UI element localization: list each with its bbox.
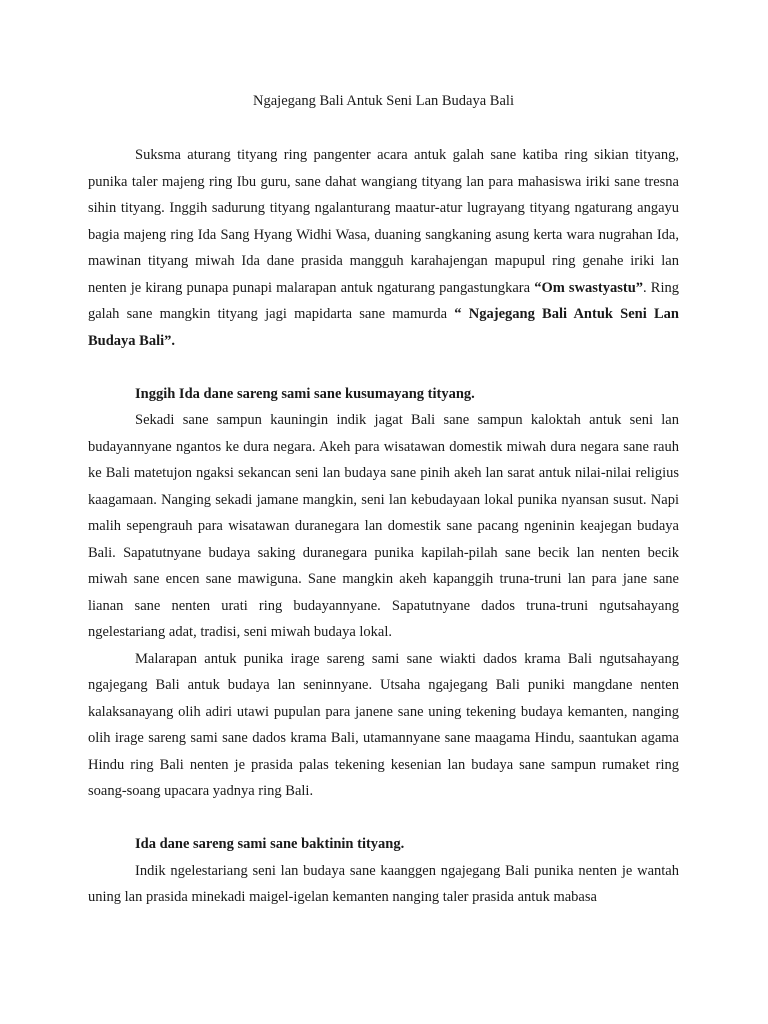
opening-text-continued: . Ring galah sane mangkin tityang jagi mapidarta sane mamurda [88, 279, 679, 322]
speech-topic: “ Ngajegang Bali Antuk Seni Lan Budaya Bali”. [88, 306, 679, 349]
document-title: Ngajegang Bali Antuk Seni Lan Budaya Bali [253, 93, 514, 109]
body-paragraph-4: Indik ngelestariang seni lan budaya sane kaanggen ngajegang Bali punika nenten je wantah uning lan prasida minekadi maigel-igelan kemanten nanging taler prasida antuk mabasa [88, 862, 679, 905]
opening-text: Suksma aturang tityang ring pangenter acara antuk galah sane katiba ring sikian tityang, punika taler majeng ring Ibu guru, sane dahat wangiang tityang lan para mahasiswa iriki sane tresna sihin tityang. Inggih sadurung tityang ngalanturang maatur-atur lugrayang tityang ngaturang angayu bagia majeng ring Ida Sang Hyang Widhi Wasa, duaning sangkaning asung kerta wara nugrahan Ida, mawinan tityang miwah Ida dane prasida mangguh karahajengan mapupul ring genahe iriki lan nenten je kirang punapa punapi malarapan antuk ngaturang pangastungkara [88, 147, 679, 296]
body-paragraph-2: Sekadi sane sampun kauningin indik jagat Bali sane sampun kaloktah antuk seni lan budayannyane ngantos ke dura negara. Akeh para wisatawan domestik miwah dura negara sane rauh ke Bali matetujon ngaksi sekancan seni lan budaya sane pinih akeh lan sarat antuk nilai-nilai religius kaagamaan. Nanging sekadi jamane mangkin, seni lan kebudayaan lokal punika nyansan susut. Napi malih sepengrauh para wisatawan duranegara lan domestik sane pacang ngeninin keajegan budaya Bali. Sapatutnyane budaya saking duranegara punika kapilah-pilah sane becik lan nenten becik miwah sane encen sane mawiguna. Sane mangkin akeh kapanggih truna-truni lan para jane sane lianan sane nenten urati ring budayannyane. Sapatutnyane dados truna-truni ngutsahayang ngelestariang adat, tradisi, seni miwah budaya lokal. [88, 412, 679, 640]
section-heading-2: Ida dane sareng sami sane baktinin tityang. [135, 836, 405, 852]
spacer [88, 805, 679, 832]
greeting-phrase: “Om swastyastu” [534, 279, 644, 296]
body-paragraph-3: Malarapan antuk punika irage sareng sami sane wiakti dados krama Bali ngutsahayang ngajegang Bali antuk budaya lan seninnyane. Utsaha ngajegang Bali puniki mangdane nenten kalaksanayang olih adiri utawi pupulan para janene sane uning tekening budaya kemanten, nanging olih irage sareng sami sane dados krama Bali, utamannyane sane maagama Hindu, saantukan agama Hindu ring Bali nenten je prasida palas tekening kesenian lan budaya sane sampun rumaket ring soang-soang upacara yadnya ring Bali. [88, 650, 679, 799]
section-heading-1: Inggih Ida dane sareng sami sane kusumayang tityang. [135, 385, 475, 402]
document-page [88, 86, 679, 911]
opening-paragraph [88, 142, 679, 354]
spacer [88, 354, 679, 381]
